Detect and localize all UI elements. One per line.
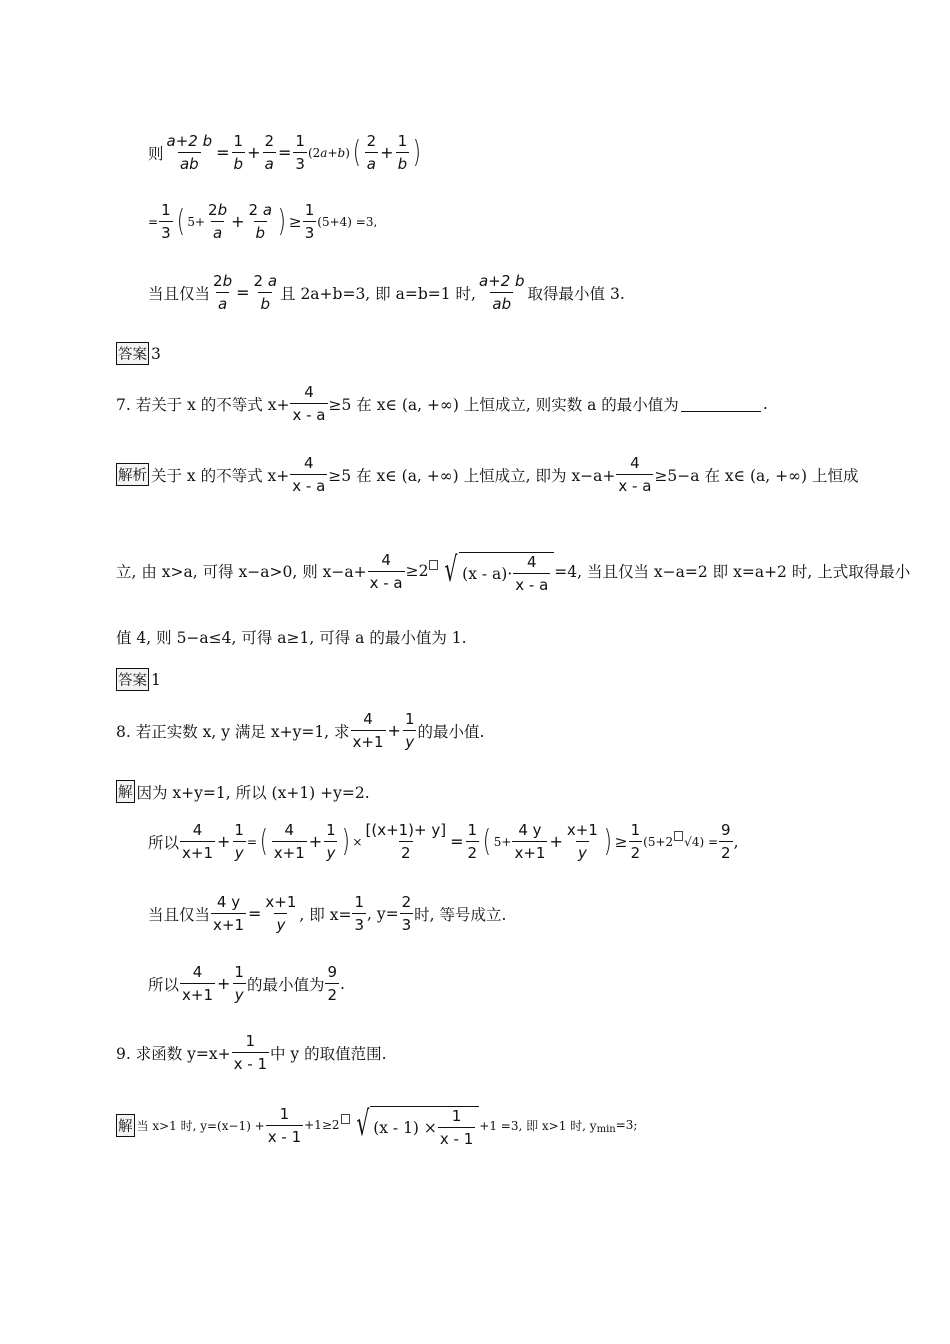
sol8-l3-mid: , 即 x= [299, 905, 352, 924]
sol8-l4-pre: 所以 [148, 975, 180, 994]
sol8-l4-mid: 的最小值为 [246, 975, 325, 994]
p6-line3: 当且仅当 $\frac{2b}{a}$ = $\frac{2 a}{b}$ 且 2a+b=3, 即 a=b=1 时, $\frac{a+2 b}{ab}$ 取得最小值 3. [148, 272, 625, 313]
sol7-l2-b: ≥2 [405, 562, 429, 580]
sol9-sub: min [596, 1123, 616, 1135]
answer-tag: 答案 [116, 668, 149, 691]
solution-8-line2: 所以 $\frac{4}{x+1}$ + $\frac{1}{y}$ = ( $\frac{4}{x+1}$ + $\frac{1}{y}$ ) × $\frac{[(x+1)+ y]}{2}$ = $\frac{1}{2}$ ( 5+ $\frac{4 y}{x+1}$ + $\frac{x+1}{y}$ ) ≥ $\frac{1}{2}$ (5+2 √4 ) = $\frac{9}{2}$ , [148, 821, 739, 862]
sol8-l3-end: 时, 等号成立. [414, 905, 507, 924]
analysis-tag: 解析 [116, 463, 149, 486]
sol9-b: +1≥2 [304, 1118, 340, 1132]
solution-7-line2 [116, 548, 910, 594]
q7-end: . [762, 394, 768, 413]
fraction: $\frac{1}{3}$ [161, 201, 171, 242]
answer-7 [116, 668, 161, 691]
answer-tag: 答案 [116, 342, 149, 365]
sol8-l2-pre: 所以 [148, 833, 180, 852]
solution-tag: 解 [116, 1114, 135, 1137]
fraction: $\frac{a+2 b}{ab}$ [478, 272, 525, 313]
fraction: $\frac{4}{x - a}$ [618, 454, 652, 495]
solution-8-line1 [116, 780, 370, 803]
q8-pre: 8. 若正实数 x, y 满足 x+y=1, 求 [116, 722, 350, 741]
sol8-l2-c: ≥ [614, 832, 628, 851]
p6-l1-pre: 则 [148, 144, 164, 163]
p6-line1: 则 $\frac{a+2 b}{ab}$ = $\frac{1}{b}$ + $\frac{2}{a}$ = $\frac{1}{3}$ (2a+b) ( $\frac{2}{a}$ + $\frac{1}{b}$ ) [148, 132, 422, 173]
sol8-l3-pre: 当且仅当 [148, 905, 211, 924]
p6-line2: = $\frac{1}{3}$ ( 5+ $\frac{2b}{a}$ + $\frac{2 a}{b}$ ) ≥ $\frac{1}{3}$ (5+4) =3, [148, 201, 378, 242]
square-root: √ (x - a)· $\frac{4}{x - a}$ [440, 548, 554, 594]
solution-8-line3: 当且仅当 $\frac{4 y}{x+1}$ = $\frac{x+1}{y}$ , 即 x= $\frac{1}{3}$ , y= $\frac{2}{3}$ 时, 等号成立. [148, 893, 507, 934]
p6-l3-tail: 取得最小值 3. [527, 284, 625, 303]
sol9-a: 当 x>1 时, y=(x−1) + [136, 1118, 265, 1133]
fraction: $\frac{2b}{a}$ [208, 201, 228, 242]
square-root: √ (x - 1) × $\frac{1}{x - 1}$ [352, 1102, 480, 1148]
fraction: $\frac{2}{a}$ [264, 132, 275, 173]
sol8-l2-d: (5+2 [643, 834, 674, 849]
fraction: $\frac{1}{3}$ [304, 201, 315, 242]
fraction: $\frac{1}{b}$ [233, 132, 244, 173]
sol8-l3-mid2: , y= [366, 904, 399, 923]
solution-7-line1 [116, 454, 859, 495]
fraction: $\frac{1}{3}$ [295, 132, 305, 173]
sol7-l2-c: =4, 当且仅当 x−a=2 即 x=a+2 时, 上式取得最小 [554, 563, 911, 581]
q7-pre: 7. 若关于 x 的不等式 x+ [116, 395, 290, 414]
question-7 [116, 383, 768, 424]
q7-mid: ≥5 在 x∈ (a, +∞) 上恒成立, 则实数 a 的最小值为 [328, 395, 679, 414]
sol7-l1-c: ≥5−a 在 x∈ (a, +∞) 上恒成 [654, 466, 859, 485]
q9-end: 中 y 的取值范围. [270, 1044, 387, 1063]
fraction: $\frac{2}{a}$ [366, 132, 377, 173]
fraction: $\frac{4}{x+1}$ [352, 710, 384, 751]
solution-9-line1: 解 当 x>1 时, y=(x−1) + $\frac{1}{x - 1}$ +1≥2 √ (x - 1) × $\frac{1}{x - 1}$ +1 =3, 即 x>1 时, y min =3; [118, 1104, 638, 1148]
q9-pre: 9. 求函数 y=x+ [116, 1044, 231, 1063]
fraction: $\frac{a+2 b}{ab}$ [166, 132, 213, 173]
sol9-c: +1 =3, 即 x>1 时, y [479, 1118, 597, 1133]
sol7-l1-b: ≥5 在 x∈ (a, +∞) 上恒成立, 即为 x−a+ [328, 466, 616, 485]
solution-7-line3 [116, 626, 467, 648]
answer-blank [681, 395, 761, 412]
fraction: $\frac{4}{x - a}$ [292, 454, 326, 495]
fraction: $\frac{2 a}{b}$ [253, 272, 278, 313]
question-8: 8. 若正实数 x, y 满足 x+y=1, 求 $\frac{4}{x+1}$ + $\frac{1}{y}$ 的最小值. [116, 710, 485, 751]
p6-l3-mid: 且 2a+b=3, 即 a=b=1 时, [280, 284, 476, 303]
solution-tag: 解 [116, 780, 135, 803]
answer-value: 1 [151, 670, 161, 689]
placeholder-box [429, 560, 438, 570]
question-9: 9. 求函数 y=x+ $\frac{1}{x - 1}$ 中 y 的取值范围. [116, 1032, 387, 1073]
sol8-l1: 因为 x+y=1, 所以 (x+1) +y=2. [136, 783, 370, 802]
fraction: $\frac{4}{x - a}$ [369, 550, 403, 592]
fraction: $\frac{2b}{a}$ [213, 272, 233, 313]
placeholder-box [674, 831, 683, 841]
p6-l2-tail: (5+4) =3, [317, 214, 378, 229]
q8-end: 的最小值. [417, 722, 485, 741]
fraction: $\frac{1}{y}$ [404, 710, 415, 751]
placeholder-box [341, 1114, 350, 1124]
fraction: $\frac{1}{b}$ [397, 132, 408, 173]
sol7-l2-a: 立, 由 x>a, 可得 x−a>0, 则 x−a+ [116, 563, 367, 581]
sol9-d: =3; [615, 1118, 638, 1132]
sol8-l4-end: . [340, 974, 345, 993]
answer-value: 3 [151, 344, 161, 363]
answer-6 [116, 342, 161, 365]
sol7-l3: 值 4, 则 5−a≤4, 可得 a≥1, 可得 a 的最小值为 1. [116, 629, 467, 647]
sol7-l1-a: 关于 x 的不等式 x+ [151, 466, 290, 485]
p6-l3-pre: 当且仅当 [148, 284, 211, 303]
sol8-l2-e: ) = [699, 834, 719, 849]
fraction: $\frac{4}{x - a}$ [292, 383, 326, 424]
solution-8-line4: 所以 $\frac{4}{x+1}$ + $\frac{1}{y}$ 的最小值为 $\frac{9}{2}$ . [148, 963, 345, 1004]
fraction: $\frac{2 a}{b}$ [248, 201, 273, 242]
